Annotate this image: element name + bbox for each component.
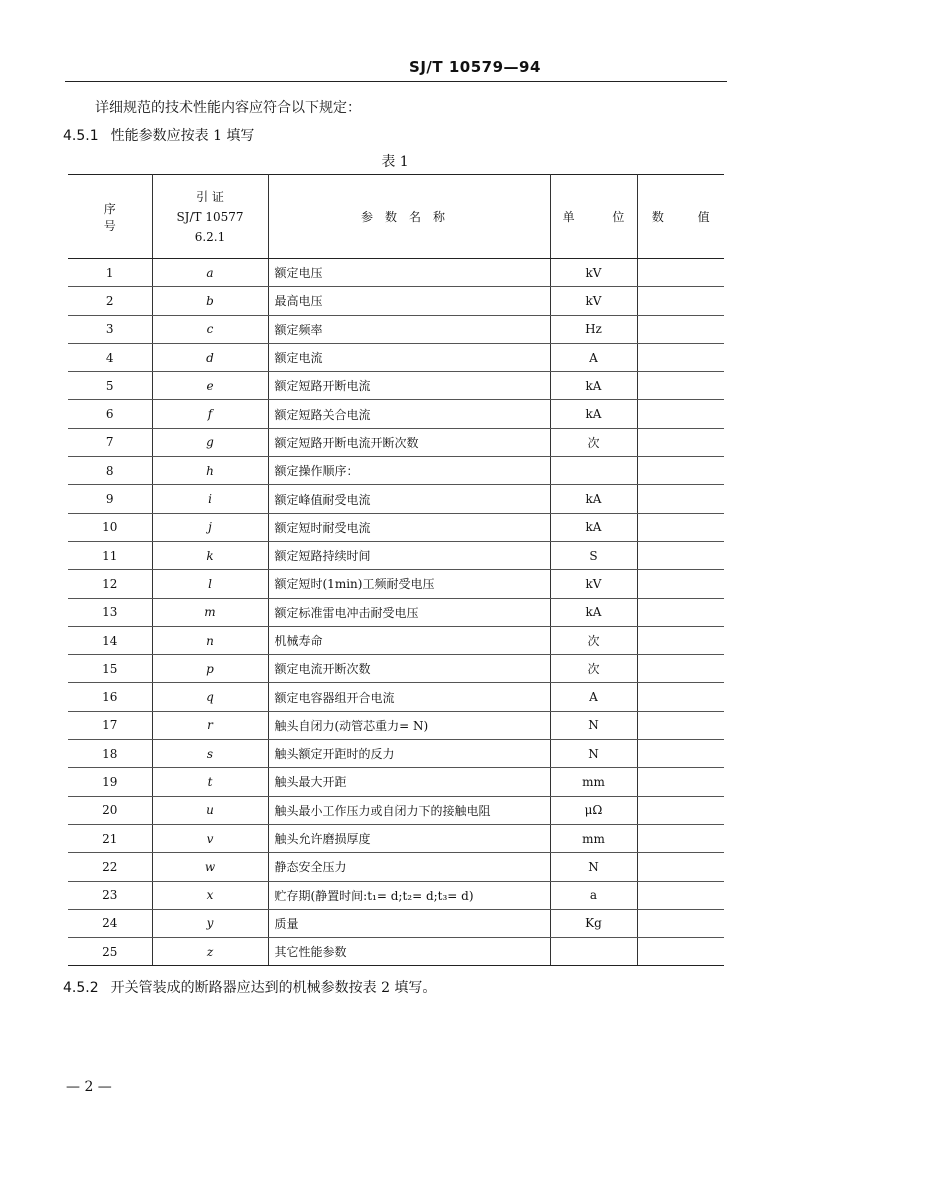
cell-ref: w: [152, 853, 268, 881]
cell-unit: kA: [550, 513, 637, 541]
cell-seq: 5: [68, 372, 152, 400]
table-row: [68, 428, 724, 456]
cell-value: [637, 315, 724, 343]
header-rule: [65, 81, 727, 82]
cell-ref: s: [152, 740, 268, 768]
clause-number: 4.5.2: [63, 980, 99, 996]
cell-value: [637, 485, 724, 513]
cell-ref: r: [152, 711, 268, 739]
header-seq: 序 号: [68, 175, 152, 259]
cell-unit: 次: [550, 655, 637, 683]
cell-value: [637, 768, 724, 796]
cell-ref: m: [152, 598, 268, 626]
cell-name: 贮存期(静置时间:t₁= d;t₂= d;t₃= d): [268, 881, 550, 909]
cell-value: [637, 259, 724, 287]
cell-unit: 次: [550, 626, 637, 654]
cell-seq: 18: [68, 740, 152, 768]
table-row: [68, 626, 724, 654]
cell-value: [637, 372, 724, 400]
cell-unit: mm: [550, 824, 637, 852]
cell-name: 额定短路持续时间: [268, 541, 550, 569]
cell-value: [637, 570, 724, 598]
cell-name: 额定电流开断次数: [268, 655, 550, 683]
table-row: [68, 372, 724, 400]
table-row: [68, 768, 724, 796]
cell-unit: N: [550, 711, 637, 739]
header-name: 参数名称: [268, 175, 550, 259]
clause-4-5-1: [63, 125, 254, 145]
cell-unit: Kg: [550, 909, 637, 937]
cell-seq: 1: [68, 259, 152, 287]
header-ref-line1: 引 证: [196, 189, 224, 204]
cell-name: 额定短路开断电流: [268, 372, 550, 400]
cell-value: [637, 598, 724, 626]
cell-ref: j: [152, 513, 268, 541]
cell-name: 静态安全压力: [268, 853, 550, 881]
header-value: 数 值: [637, 175, 724, 259]
table-row: [68, 938, 724, 966]
cell-name: 额定短时耐受电流: [268, 513, 550, 541]
cell-seq: 7: [68, 428, 152, 456]
cell-ref: x: [152, 881, 268, 909]
table-row: [68, 796, 724, 824]
cell-unit: A: [550, 343, 637, 371]
cell-unit: kA: [550, 485, 637, 513]
cell-name: 质量: [268, 909, 550, 937]
cell-seq: 19: [68, 768, 152, 796]
cell-value: [637, 824, 724, 852]
cell-name: 额定电压: [268, 259, 550, 287]
table-row: [68, 711, 724, 739]
cell-name: 额定短路关合电流: [268, 400, 550, 428]
table-row: [68, 824, 724, 852]
cell-unit: 次: [550, 428, 637, 456]
cell-name: 触头最小工作压力或自闭力下的接触电阻: [268, 796, 550, 824]
header-ref: [152, 175, 268, 259]
cell-value: [637, 428, 724, 456]
cell-name: 额定标准雷电冲击耐受电压: [268, 598, 550, 626]
cell-unit: N: [550, 740, 637, 768]
cell-name: 额定电容器组开合电流: [268, 683, 550, 711]
cell-name: 其它性能参数: [268, 938, 550, 966]
cell-seq: 11: [68, 541, 152, 569]
cell-seq: 22: [68, 853, 152, 881]
table-row: [68, 400, 724, 428]
cell-name: 机械寿命: [268, 626, 550, 654]
cell-value: [637, 287, 724, 315]
cell-value: [637, 881, 724, 909]
cell-ref: g: [152, 428, 268, 456]
table-row: [68, 259, 724, 287]
cell-unit: S: [550, 541, 637, 569]
cell-name: 额定频率: [268, 315, 550, 343]
cell-ref: n: [152, 626, 268, 654]
cell-seq: 17: [68, 711, 152, 739]
cell-value: [637, 683, 724, 711]
cell-unit: kA: [550, 400, 637, 428]
table-row: [68, 287, 724, 315]
cell-seq: 23: [68, 881, 152, 909]
cell-seq: 25: [68, 938, 152, 966]
clause-text: 性能参数应按表 1 填写: [110, 128, 255, 144]
intro-paragraph: 详细规范的技术性能内容应符合以下规定：: [95, 100, 361, 116]
cell-name: 触头最大开距: [268, 768, 550, 796]
cell-seq: 9: [68, 485, 152, 513]
cell-value: [637, 711, 724, 739]
cell-value: [637, 513, 724, 541]
table-row: [68, 485, 724, 513]
clause-text: 开关管装成的断路器应达到的机械参数按表 2 填写。: [110, 980, 437, 996]
cell-unit: μΩ: [550, 796, 637, 824]
table-row: [68, 343, 724, 371]
cell-value: [637, 655, 724, 683]
cell-ref: y: [152, 909, 268, 937]
table-row: [68, 513, 724, 541]
table-row: [68, 541, 724, 569]
cell-ref: f: [152, 400, 268, 428]
cell-name: 额定短路开断电流开断次数: [268, 428, 550, 456]
cell-value: [637, 938, 724, 966]
cell-seq: 10: [68, 513, 152, 541]
cell-ref: q: [152, 683, 268, 711]
table-row: [68, 315, 724, 343]
cell-ref: e: [152, 372, 268, 400]
header-ref-line2: SJ/T 10577: [176, 209, 244, 224]
cell-unit: kA: [550, 372, 637, 400]
table-caption: 表 1: [381, 154, 409, 170]
cell-unit: kV: [550, 259, 637, 287]
cell-name: 额定电流: [268, 343, 550, 371]
cell-unit: kV: [550, 287, 637, 315]
cell-value: [637, 740, 724, 768]
cell-value: [637, 541, 724, 569]
table-header-row: [68, 175, 724, 259]
cell-value: [637, 853, 724, 881]
cell-name: 触头允许磨损厚度: [268, 824, 550, 852]
cell-value: [637, 400, 724, 428]
cell-name: 触头自闭力(动管芯重力= N): [268, 711, 550, 739]
cell-seq: 14: [68, 626, 152, 654]
cell-ref: v: [152, 824, 268, 852]
table-row: [68, 909, 724, 937]
table-row: [68, 853, 724, 881]
cell-seq: 15: [68, 655, 152, 683]
cell-unit: kA: [550, 598, 637, 626]
cell-seq: 4: [68, 343, 152, 371]
cell-value: [637, 909, 724, 937]
cell-ref: k: [152, 541, 268, 569]
header-ref-line3: 6.2.1: [194, 229, 226, 244]
cell-ref: h: [152, 457, 268, 485]
cell-ref: u: [152, 796, 268, 824]
cell-value: [637, 796, 724, 824]
cell-seq: 13: [68, 598, 152, 626]
cell-unit: [550, 457, 637, 485]
cell-value: [637, 457, 724, 485]
cell-unit: A: [550, 683, 637, 711]
cell-seq: 24: [68, 909, 152, 937]
cell-name: 额定操作顺序：: [268, 457, 550, 485]
clause-4-5-2: [63, 977, 436, 997]
cell-ref: b: [152, 287, 268, 315]
cell-name: 最高电压: [268, 287, 550, 315]
cell-value: [637, 626, 724, 654]
cell-unit: mm: [550, 768, 637, 796]
cell-seq: 3: [68, 315, 152, 343]
page-number: — 2 —: [66, 1079, 112, 1095]
cell-ref: d: [152, 343, 268, 371]
header-unit: 单 位: [550, 175, 637, 259]
cell-name: 额定短时(1min)工频耐受电压: [268, 570, 550, 598]
performance-parameters-table: [68, 174, 724, 966]
table-row: [68, 655, 724, 683]
cell-name: 触头额定开距时的反力: [268, 740, 550, 768]
cell-seq: 8: [68, 457, 152, 485]
table-row: [68, 570, 724, 598]
cell-seq: 12: [68, 570, 152, 598]
cell-unit: kV: [550, 570, 637, 598]
cell-seq: 21: [68, 824, 152, 852]
table-row: [68, 881, 724, 909]
table-row: [68, 740, 724, 768]
document-standard-number: SJ/T 10579—94: [409, 58, 541, 76]
table-row: [68, 683, 724, 711]
cell-ref: i: [152, 485, 268, 513]
cell-unit: Hz: [550, 315, 637, 343]
cell-name: 额定峰值耐受电流: [268, 485, 550, 513]
cell-seq: 6: [68, 400, 152, 428]
cell-ref: l: [152, 570, 268, 598]
cell-value: [637, 343, 724, 371]
table-row: [68, 598, 724, 626]
cell-seq: 2: [68, 287, 152, 315]
cell-unit: N: [550, 853, 637, 881]
cell-seq: 20: [68, 796, 152, 824]
cell-seq: 16: [68, 683, 152, 711]
cell-ref: t: [152, 768, 268, 796]
cell-ref: c: [152, 315, 268, 343]
cell-unit: [550, 938, 637, 966]
cell-ref: z: [152, 938, 268, 966]
cell-unit: a: [550, 881, 637, 909]
cell-ref: p: [152, 655, 268, 683]
cell-ref: a: [152, 259, 268, 287]
clause-number: 4.5.1: [63, 128, 99, 144]
table-row: [68, 457, 724, 485]
